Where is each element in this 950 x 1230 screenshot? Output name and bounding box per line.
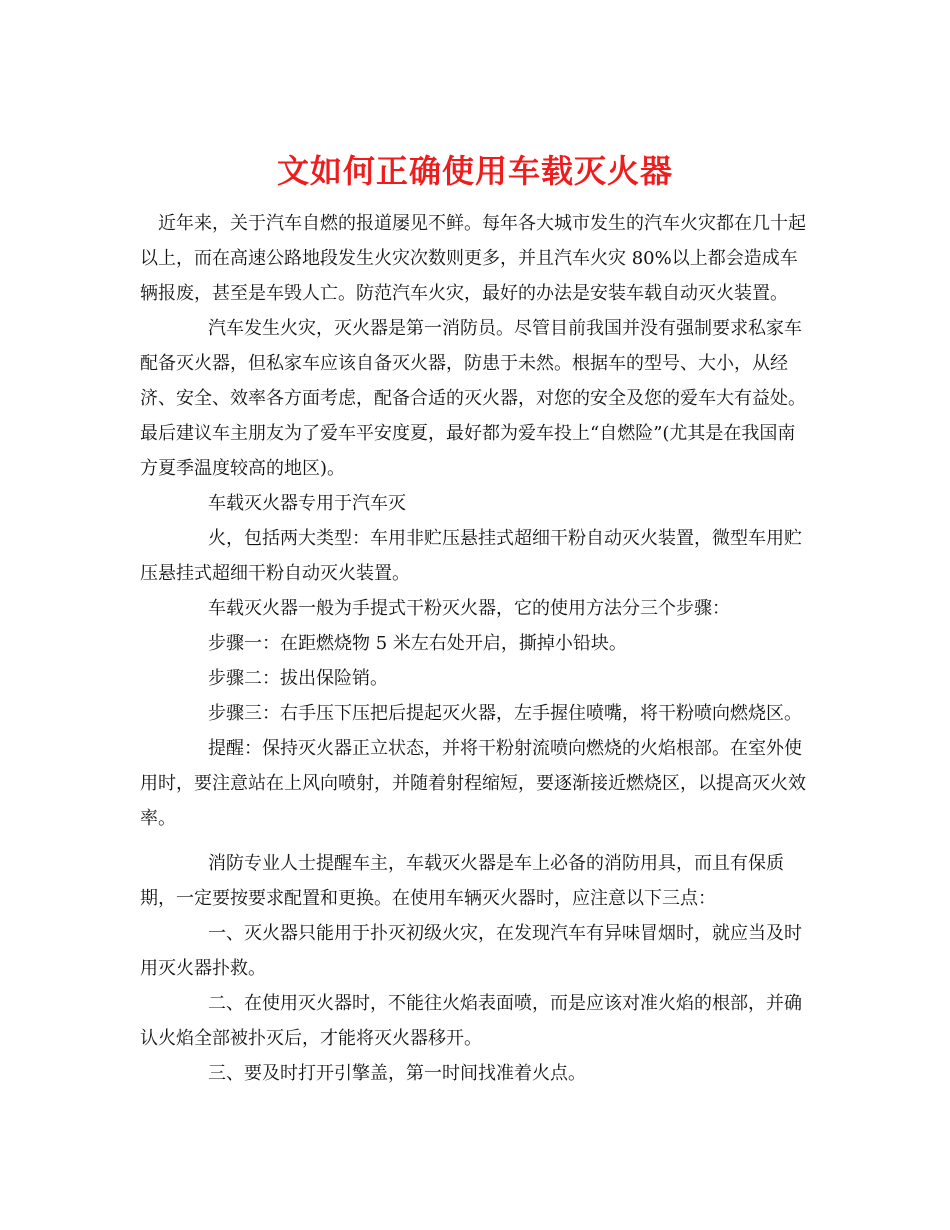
- point-one: 一、灭火器只能用于扑灭初级火灾，在发现汽车有异味冒烟时，就应当及时用灭火器扑救。: [140, 923, 802, 979]
- paragraph-reminder: 提醒：保持灭火器正立状态，并将干粉射流喷向燃烧的火焰根部。在室外使用时，要注意站在上风向喷射，并随着射程缩短，要逐渐接近燃烧区，以提高灭火效率。: [140, 738, 806, 829]
- page-title: 文如何正确使用车载灭火器: [276, 152, 673, 191]
- step-three: 步骤三：右手压下压把后提起灭火器，左手握住喷嘴，将干粉喷向燃烧区。: [208, 703, 802, 724]
- article-body: [140, 206, 812, 1091]
- paragraph-extinguisher-importance: 汽车发生火灾，灭火器是第一消防员。尽管目前我国并没有强制要求私家车配备灭火器，但私家车应该自备灭火器，防患于未然。根据车的型号、大小，从经济、安全、效率各方面考虑，配备合适的灭火器，对您的安全及您的爱车大有益处。最后建议车主朋友为了爱车平安度夏，最好都为爱车投上“自燃险”(尤其是在我国南方夏季温度较高的地区)。: [140, 318, 806, 479]
- paragraph-usage-intro: 车载灭火器一般为手提式干粉灭火器，它的使用方法分三个步骤：: [208, 598, 730, 619]
- paragraph-extinguisher-types: 火，包括两大类型：车用非贮压悬挂式超细干粉自动灭火装置，微型车用贮压悬挂式超细干粉自动灭火装置。: [140, 528, 802, 584]
- point-three: 三、要及时打开引擎盖，第一时间找准着火点。: [208, 1063, 586, 1084]
- step-one: 步骤一：在距燃烧物 5 米左右处开启，撕掉小铅块。: [208, 633, 627, 654]
- paragraph-extinguisher-purpose: 车载灭火器专用于汽车灭: [208, 493, 406, 514]
- paragraph-intro: 近年来，关于汽车自燃的报道屡见不鲜。每年各大城市发生的汽车火灾都在几十起以上，而在高速公路地段发生火灾次数则更多，并且汽车火灾 80%以上都会造成车辆报废，甚至是车毁人亡。防范汽车火灾，最好的办法是安装车载自动灭火装置。: [140, 213, 806, 304]
- point-two: 二、在使用灭火器时，不能往火焰表面喷，而是应该对准火焰的根部，并确认火焰全部被扑灭后，才能将灭火器移开。: [140, 993, 802, 1049]
- step-two: 步骤二：拔出保险销。: [208, 668, 388, 689]
- paragraph-expert-advice: 消防专业人士提醒车主，车载灭火器是车上必备的消防用具，而且有保质期，一定要按要求配置和更换。在使用车辆灭火器时，应注意以下三点：: [140, 853, 784, 909]
